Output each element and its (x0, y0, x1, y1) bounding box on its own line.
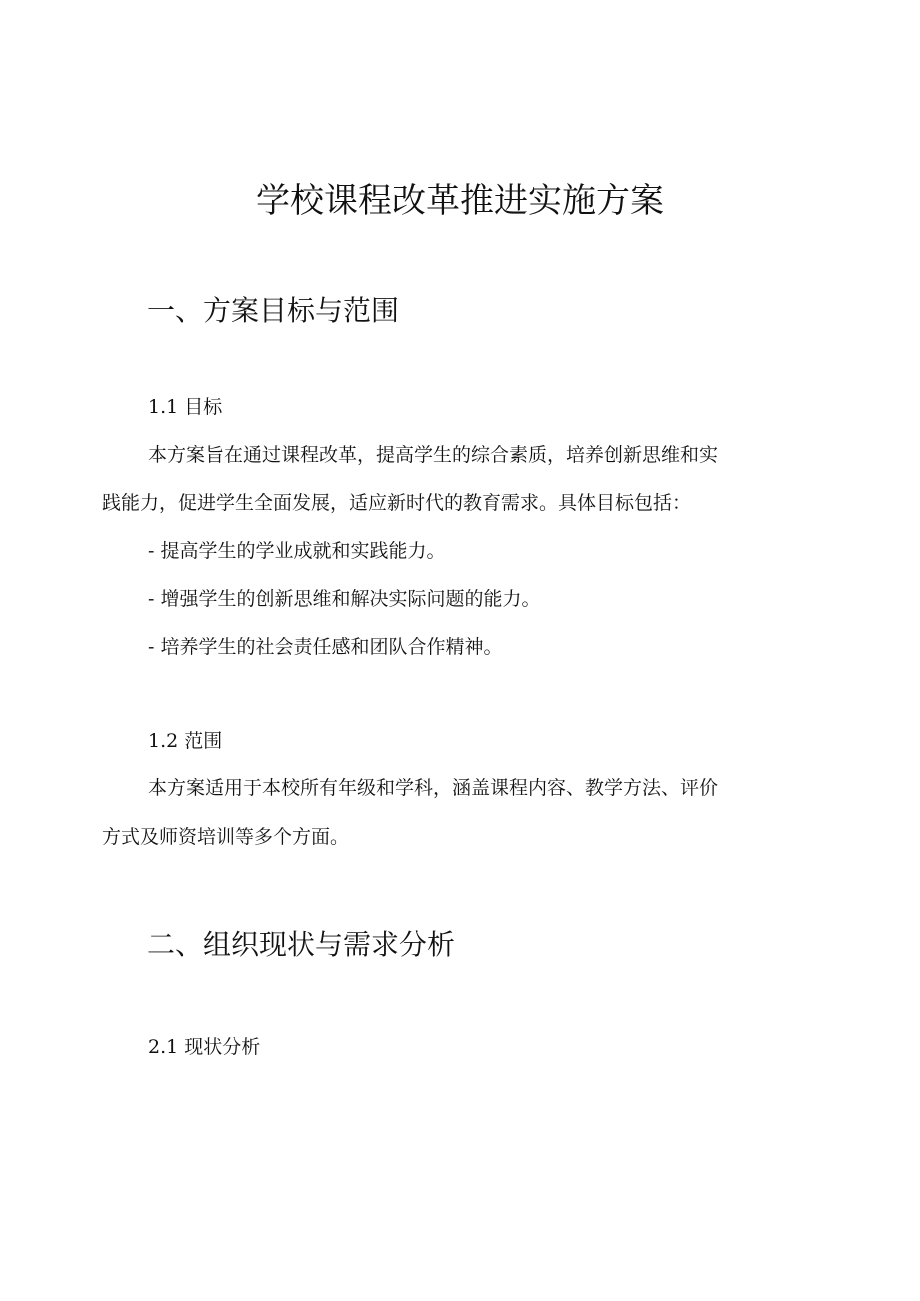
paragraph-line: 方式及师资培训等多个方面。 (102, 826, 350, 848)
document-title: 学校课程改革推进实施方案 (256, 181, 664, 221)
list-item: - 培养学生的社会责任感和团队合作精神。 (148, 636, 503, 658)
paragraph-line: 践能力，促进学生全面发展，适应新时代的教育需求。具体目标包括： (102, 492, 692, 514)
section-heading-2: 二、组织现状与需求分析 (147, 928, 456, 961)
list-item: - 提高学生的学业成就和实践能力。 (148, 540, 446, 562)
subsection-heading-1-2: 1.2 范围 (148, 730, 223, 752)
subsection-heading-2-1: 2.1 现状分析 (148, 1036, 261, 1058)
paragraph-line: 本方案旨在通过课程改革，提高学生的综合素质，培养创新思维和实 (148, 444, 719, 466)
list-item: - 增强学生的创新思维和解决实际问题的能力。 (148, 588, 541, 610)
section-heading-1: 一、方案目标与范围 (147, 294, 400, 327)
paragraph-line: 本方案适用于本校所有年级和学科，涵盖课程内容、教学方法、评价 (148, 777, 719, 799)
subsection-heading-1-1: 1.1 目标 (148, 396, 223, 418)
